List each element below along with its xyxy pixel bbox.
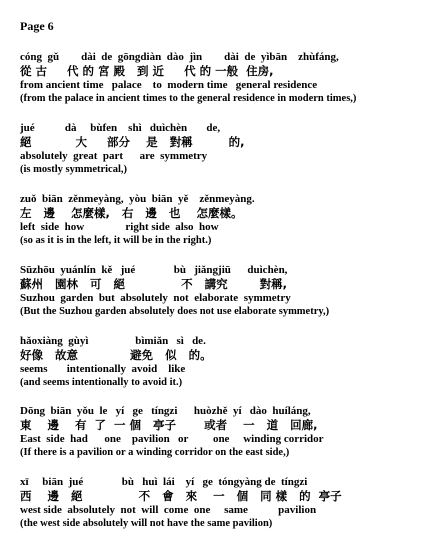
gloss-line: seems intentionally avoid like [20, 363, 186, 375]
hanzi-line: 東 邊 有 了 一 個 亭子 或者 一 道 回廊, [20, 418, 318, 432]
sentence-block-4 [20, 263, 415, 319]
pinyin-line: xī biān jué bù huì lái yí ge tóngyàng de tíngzi [20, 476, 308, 488]
sentence-block-7 [20, 475, 415, 531]
hanzi-line: 絕 大 部分 是 對稱 的, [20, 135, 245, 149]
translation-line: (But the Suzhou garden absolutely does not use elaborate symmetry,) [20, 306, 330, 317]
translation-line: (the west side absolutely will not have the same pavilion) [20, 518, 273, 529]
translation-line: (from the palace in ancient times to the general residence in modern times,) [20, 93, 357, 104]
translation-line: (so as it is in the left, it will be in the right.) [20, 235, 212, 246]
gloss-line: absolutely great part are symmetry [20, 150, 208, 162]
hanzi-line: 從 古 代 的 宮 殿 到 近 代 的 一般 住房, [20, 64, 274, 78]
sentence-block-2 [20, 121, 415, 177]
hanzi-line: 好像 故意 避免 似 的。 [20, 348, 212, 362]
gloss-line: East side had one pavilion or one winding corridor [20, 433, 324, 445]
gloss-line: west side absolutely not will come one same pavilion [20, 504, 317, 516]
sentence-block-1 [20, 50, 415, 106]
gloss-line: left side how right side also how [20, 221, 219, 233]
translation-line: (If there is a pavilion or a winding corridor on the east side,) [20, 447, 290, 458]
translation-line: (and seems intentionally to avoid it.) [20, 377, 183, 388]
hanzi-line: 左 邊 怎麼樣, 右 邊 也 怎麼樣。 [20, 206, 243, 220]
pinyin-line: hǎoxiàng gùyì bìmiǎn sì de. [20, 335, 206, 347]
translation-line: (is mostly symmetrical,) [20, 164, 128, 175]
sentence-block-3 [20, 192, 415, 248]
pinyin-line: jué dà bùfen shì duìchèn de, [20, 122, 221, 134]
pinyin-line: Sūzhōu yuánlín kě jué bù jiǎngjiū duìchèn, [20, 264, 288, 276]
page-title: Page 6 [20, 19, 54, 33]
hanzi-line: 蘇州 園林 可 絕 不 講究 對稱, [20, 277, 287, 291]
pinyin-line: Dōng biān yǒu le yí ge tíngzi huòzhě yí dào huíláng, [20, 405, 311, 417]
gloss-line: Suzhou garden but absolutely not elaborate symmetry [20, 292, 291, 304]
sentence-block-6 [20, 404, 415, 460]
pinyin-line: cóng gǔ dài de gōngdiàn dào jìn dài de yìbān zhùfáng, [20, 51, 339, 63]
sentence-block-5 [20, 334, 415, 390]
pinyin-line: zuǒ biān zěnmeyàng, yòu biān yě zěnmeyàng. [20, 193, 255, 205]
hanzi-line: 西 邊 絕 不 會 來 一 個 同 樣 的 亭子 [20, 489, 342, 503]
gloss-line: from ancient time palace to modern time general residence [20, 79, 318, 91]
